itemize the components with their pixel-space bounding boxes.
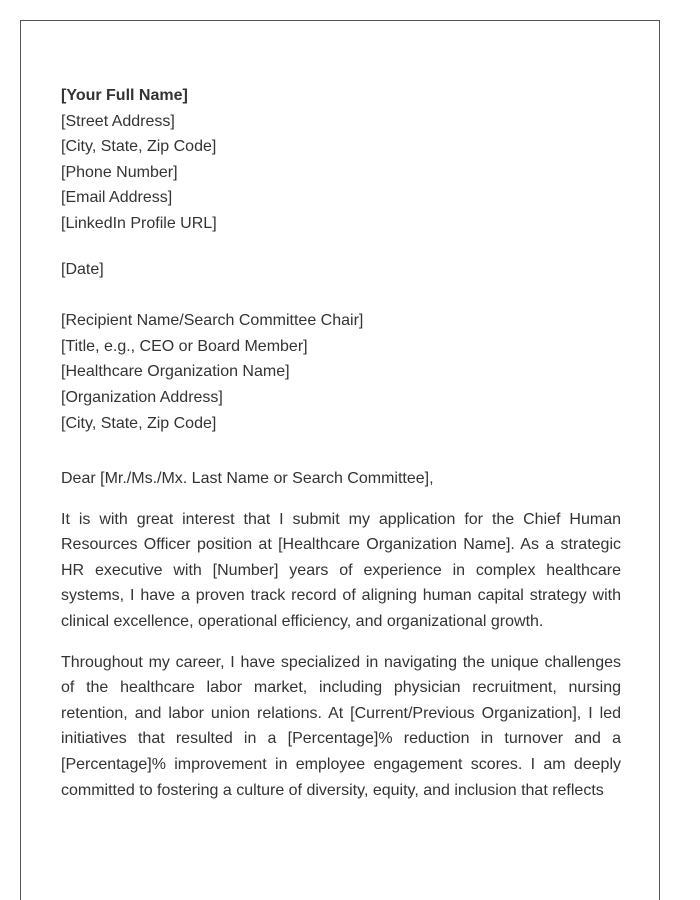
body-paragraph: It is with great interest that I submit my application for the Chief Human Resources Officer position at [Healthcare Organization Name]. As a strategic HR executive with [Number] years of experience in complex healthcare systems, I have a proven track record of aligning human capital strategy with clinical excellence, operational efficiency, and organizational growth. — [61, 510, 621, 631]
letter-date: [Date] — [61, 260, 104, 278]
sender-phone: [Phone Number] — [61, 163, 178, 181]
recipient-city-state-zip: [City, State, Zip Code] — [61, 414, 217, 432]
recipient-organization: [Healthcare Organization Name] — [61, 363, 290, 381]
sender-city-state-zip: [City, State, Zip Code] — [61, 138, 217, 156]
recipient-title: [Title, e.g., CEO or Board Member] — [61, 337, 308, 355]
sender-street: [Street Address] — [61, 112, 175, 130]
body-paragraph: Throughout my career, I have specialized in navigating the unique challenges of the healthcare labor market, including physician recruitment, nursing retention, and labor union relations. At [Current/Previous Organization], I led initiatives that resulted in a [Percentage]% reduction in turnover and a [Percentage]% improvement in employee engagement scores. I am deeply committed to fostering a culture of diversity, equity, and inclusion that reflects — [61, 653, 621, 799]
recipient-block — [61, 308, 621, 436]
sender-linkedin: [LinkedIn Profile URL] — [61, 214, 217, 232]
recipient-name: [Recipient Name/Search Committee Chair] — [61, 312, 364, 330]
recipient-address: [Organization Address] — [61, 388, 223, 406]
sender-email: [Email Address] — [61, 189, 173, 207]
letter-body — [61, 83, 621, 803]
sender-block — [61, 83, 621, 237]
salutation: Dear [Mr./Ms./Mx. Last Name or Search Committee], — [61, 470, 434, 488]
letter-page — [20, 20, 660, 900]
sender-name: [Your Full Name] — [61, 87, 188, 104]
